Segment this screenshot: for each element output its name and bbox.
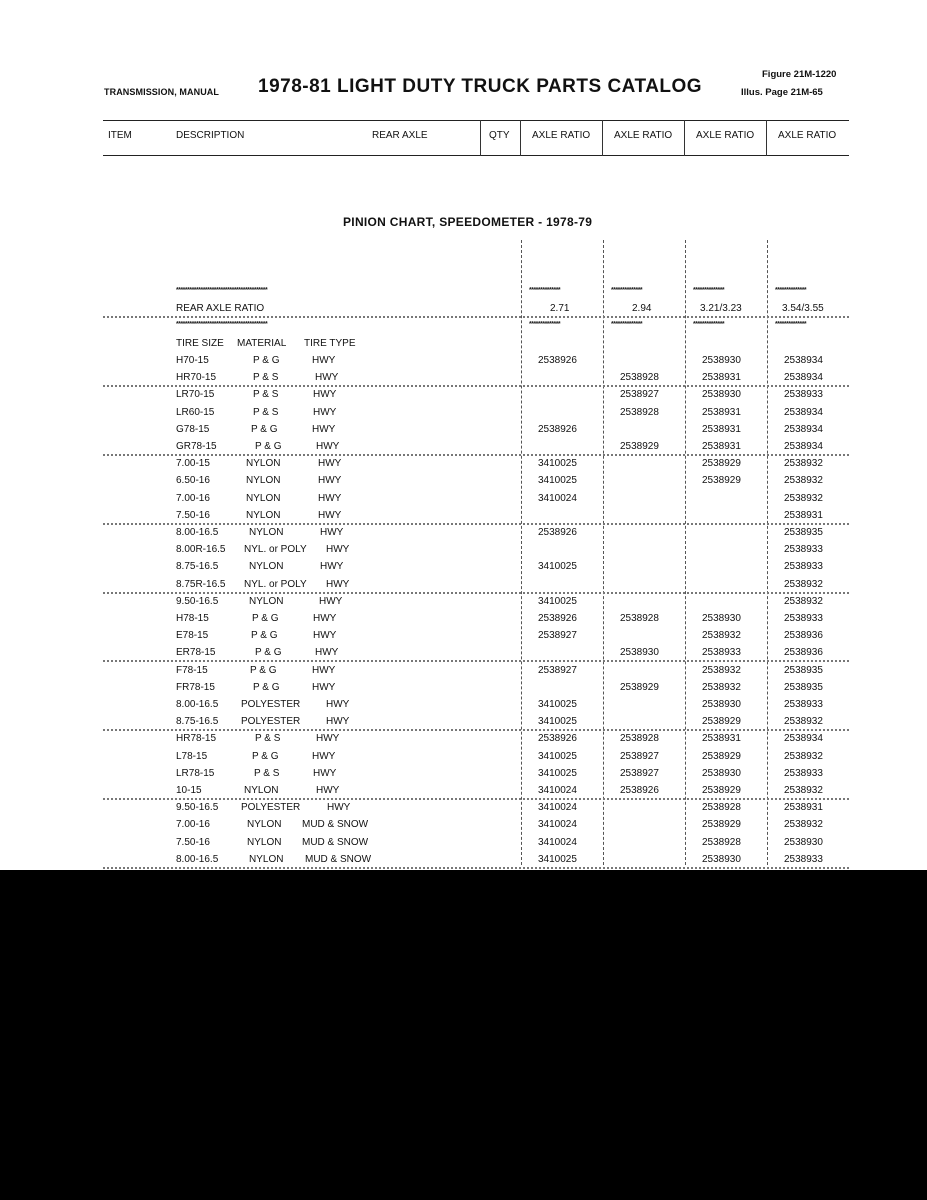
tire-size-cell: LR78-15	[176, 768, 215, 779]
material-cell: NYL. or POLY	[244, 579, 307, 590]
part-number-cell: 2538927	[620, 389, 659, 400]
col-item: ITEM	[108, 130, 132, 141]
tire-size-cell: 8.75-16.5	[176, 561, 219, 572]
material-cell: NYLON	[247, 819, 282, 830]
tire-type-cell: HWY	[313, 389, 337, 400]
part-number-cell: 2538928	[620, 613, 659, 624]
part-number-cell: 2538936	[784, 630, 823, 641]
part-number-cell: 2538931	[702, 441, 741, 452]
star-rule: **************	[775, 287, 807, 294]
dotted-rule	[103, 454, 849, 456]
col-axle-ratio-3: AXLE RATIO	[696, 130, 755, 141]
header-divider	[766, 120, 767, 156]
part-number-cell: 2538936	[784, 647, 823, 658]
ratio-value: 3.21/3.23	[700, 303, 742, 314]
tire-size-cell: 10-15	[176, 785, 202, 796]
tire-type-cell: HWY	[320, 527, 344, 538]
part-number-cell: 2538926	[538, 613, 577, 624]
tire-type-cell: HWY	[315, 647, 339, 658]
dotted-rule	[103, 660, 849, 662]
part-number-cell: 3410025	[538, 716, 577, 727]
material-cell: P & G	[251, 630, 278, 641]
dotted-rule	[103, 729, 849, 731]
part-number-cell: 2538933	[784, 768, 823, 779]
column-separator	[685, 240, 686, 865]
part-number-cell: 2538928	[702, 837, 741, 848]
star-rule: **************	[529, 287, 561, 294]
material-cell: P & S	[254, 768, 280, 779]
part-number-cell: 2538932	[702, 630, 741, 641]
part-number-cell: 3410025	[538, 699, 577, 710]
tire-size-cell: F78-15	[176, 665, 208, 676]
header-bottom-rule	[103, 155, 849, 156]
tire-type-cell: MUD & SNOW	[305, 854, 372, 865]
material-cell: NYLON	[249, 596, 284, 607]
part-number-cell: 2538933	[784, 544, 823, 555]
part-number-cell: 3410024	[538, 837, 577, 848]
rear-axle-ratio-label: REAR AXLE RATIO	[176, 303, 265, 314]
star-rule: *****************************************	[176, 287, 268, 294]
part-number-cell: 2538927	[620, 751, 659, 762]
tire-size-cell: GR78-15	[176, 441, 217, 452]
tire-size-cell: E78-15	[176, 630, 209, 641]
header-divider	[520, 120, 521, 156]
part-number-cell: 3410025	[538, 854, 577, 865]
material-cell: P & G	[251, 424, 278, 435]
part-number-cell: 2538931	[702, 372, 741, 383]
dotted-rule	[103, 867, 849, 869]
part-number-cell: 3410025	[538, 561, 577, 572]
part-number-cell: 2538932	[784, 785, 823, 796]
subheader-tire-size: TIRE SIZE	[176, 338, 224, 349]
dotted-rule	[103, 592, 849, 594]
tire-type-cell: HWY	[313, 407, 337, 418]
tire-size-cell: H70-15	[176, 355, 209, 366]
subheader-tire-type: TIRE TYPE	[304, 338, 356, 349]
material-cell: P & G	[252, 751, 279, 762]
illustration-page: Illus. Page 21M-65	[741, 87, 823, 98]
part-number-cell: 3410025	[538, 768, 577, 779]
material-cell: NYLON	[244, 785, 279, 796]
tire-size-cell: LR60-15	[176, 407, 215, 418]
part-number-cell: 2538933	[784, 854, 823, 865]
part-number-cell: 2538927	[538, 630, 577, 641]
tire-size-cell: HR70-15	[176, 372, 217, 383]
part-number-cell: 3410024	[538, 493, 577, 504]
material-cell: P & G	[255, 647, 282, 658]
material-cell: P & G	[255, 441, 282, 452]
part-number-cell: 3410025	[538, 751, 577, 762]
tire-type-cell: HWY	[318, 493, 342, 504]
material-cell: P & G	[253, 682, 280, 693]
tire-type-cell: HWY	[326, 699, 350, 710]
tire-size-cell: 9.50-16.5	[176, 802, 219, 813]
part-number-cell: 3410024	[538, 819, 577, 830]
tire-type-cell: HWY	[327, 802, 351, 813]
part-number-cell: 2538926	[620, 785, 659, 796]
part-number-cell: 2538934	[784, 407, 823, 418]
part-number-cell: 2538933	[784, 389, 823, 400]
tire-size-cell: G78-15	[176, 424, 210, 435]
figure-number: Figure 21M-1220	[762, 69, 837, 80]
part-number-cell: 2538933	[702, 647, 741, 658]
ratio-value: 3.54/3.55	[782, 303, 824, 314]
tire-size-cell: FR78-15	[176, 682, 215, 693]
part-number-cell: 3410025	[538, 458, 577, 469]
part-number-cell: 2538931	[784, 510, 823, 521]
part-number-cell: 2538934	[784, 441, 823, 452]
material-cell: P & S	[255, 733, 281, 744]
part-number-cell: 2538933	[784, 699, 823, 710]
material-cell: POLYESTER	[241, 699, 301, 710]
tire-size-cell: 7.00-16	[176, 493, 210, 504]
material-cell: NYLON	[249, 561, 284, 572]
part-number-cell: 2538930	[702, 699, 741, 710]
material-cell: NYLON	[246, 510, 281, 521]
part-number-cell: 2538929	[702, 475, 741, 486]
part-number-cell: 2538929	[702, 458, 741, 469]
part-number-cell: 2538935	[784, 527, 823, 538]
material-cell: NYL. or POLY	[244, 544, 307, 555]
part-number-cell: 2538930	[620, 647, 659, 658]
material-cell: P & S	[253, 372, 279, 383]
part-number-cell: 2538930	[702, 768, 741, 779]
part-number-cell: 2538929	[620, 441, 659, 452]
header-divider	[602, 120, 603, 156]
part-number-cell: 2538932	[784, 716, 823, 727]
material-cell: NYLON	[249, 854, 284, 865]
tire-type-cell: HWY	[312, 424, 336, 435]
part-number-cell: 2538929	[702, 716, 741, 727]
header-divider	[684, 120, 685, 156]
part-number-cell: 2538931	[702, 424, 741, 435]
part-number-cell: 2538927	[538, 665, 577, 676]
tire-type-cell: HWY	[326, 579, 350, 590]
tire-type-cell: HWY	[316, 441, 340, 452]
tire-type-cell: HWY	[313, 768, 337, 779]
part-number-cell: 2538934	[784, 424, 823, 435]
tire-size-cell: ER78-15	[176, 647, 216, 658]
tire-type-cell: HWY	[326, 716, 350, 727]
tire-size-cell: H78-15	[176, 613, 209, 624]
part-number-cell: 3410024	[538, 802, 577, 813]
tire-size-cell: 7.50-16	[176, 510, 210, 521]
part-number-cell: 2538934	[784, 372, 823, 383]
part-number-cell: 2538935	[784, 682, 823, 693]
tire-type-cell: HWY	[312, 682, 336, 693]
part-number-cell: 2538928	[620, 733, 659, 744]
part-number-cell: 2538929	[702, 751, 741, 762]
part-number-cell: 2538929	[702, 819, 741, 830]
part-number-cell: 2538931	[784, 802, 823, 813]
col-description: DESCRIPTION	[176, 130, 245, 141]
ratio-value: 2.71	[550, 303, 570, 314]
star-rule: **************	[611, 321, 643, 328]
dotted-rule	[103, 523, 849, 525]
part-number-cell: 2538926	[538, 527, 577, 538]
tire-size-cell: 8.00-16.5	[176, 699, 219, 710]
page-title: 1978-81 LIGHT DUTY TRUCK PARTS CATALOG	[258, 76, 703, 97]
part-number-cell: 2538935	[784, 665, 823, 676]
part-number-cell: 2538928	[620, 372, 659, 383]
tire-type-cell: HWY	[312, 355, 336, 366]
col-rear-axle: REAR AXLE	[372, 130, 428, 141]
chart-title: PINION CHART, SPEEDOMETER - 1978-79	[343, 215, 593, 229]
header-top-rule	[103, 120, 849, 121]
tire-size-cell: 7.50-16	[176, 837, 210, 848]
dotted-rule	[103, 798, 849, 800]
part-number-cell: 2538932	[784, 493, 823, 504]
part-number-cell: 2538930	[702, 355, 741, 366]
col-axle-ratio-2: AXLE RATIO	[614, 130, 673, 141]
col-axle-ratio-4: AXLE RATIO	[778, 130, 837, 141]
tire-size-cell: 8.00R-16.5	[176, 544, 226, 555]
star-rule: **************	[693, 321, 725, 328]
material-cell: P & S	[253, 407, 279, 418]
tire-size-cell: 7.00-16	[176, 819, 210, 830]
tire-type-cell: HWY	[313, 613, 337, 624]
col-axle-ratio-1: AXLE RATIO	[532, 130, 591, 141]
part-number-cell: 2538926	[538, 355, 577, 366]
part-number-cell: 2538932	[784, 458, 823, 469]
column-separator	[603, 240, 604, 865]
star-rule: *****************************************	[176, 321, 268, 328]
star-rule: **************	[611, 287, 643, 294]
tire-type-cell: HWY	[318, 475, 342, 486]
tire-type-cell: HWY	[316, 733, 340, 744]
tire-size-cell: 9.50-16.5	[176, 596, 219, 607]
part-number-cell: 2538934	[784, 733, 823, 744]
tire-size-cell: HR78-15	[176, 733, 217, 744]
part-number-cell: 2538930	[702, 613, 741, 624]
tire-type-cell: HWY	[312, 751, 336, 762]
tire-type-cell: HWY	[318, 458, 342, 469]
part-number-cell: 2538926	[538, 733, 577, 744]
star-rule: **************	[775, 321, 807, 328]
tire-type-cell: HWY	[319, 596, 343, 607]
part-number-cell: 2538932	[784, 596, 823, 607]
scan-black-area	[0, 870, 927, 1200]
tire-type-cell: MUD & SNOW	[302, 837, 369, 848]
tire-type-cell: HWY	[313, 630, 337, 641]
part-number-cell: 2538932	[784, 579, 823, 590]
part-number-cell: 3410025	[538, 596, 577, 607]
part-number-cell: 2538932	[702, 682, 741, 693]
material-cell: NYLON	[246, 493, 281, 504]
star-rule: **************	[693, 287, 725, 294]
material-cell: P & G	[252, 613, 279, 624]
part-number-cell: 2538928	[702, 802, 741, 813]
part-number-cell: 2538932	[702, 665, 741, 676]
star-rule: **************	[529, 321, 561, 328]
column-separator	[767, 240, 768, 865]
part-number-cell: 2538933	[784, 561, 823, 572]
tire-size-cell: 8.00-16.5	[176, 854, 219, 865]
section-label: TRANSMISSION, MANUAL	[104, 87, 219, 97]
material-cell: NYLON	[246, 458, 281, 469]
part-number-cell: 2538927	[620, 768, 659, 779]
dotted-rule	[103, 385, 849, 387]
tire-type-cell: HWY	[315, 372, 339, 383]
tire-size-cell: 6.50-16	[176, 475, 210, 486]
part-number-cell: 2538932	[784, 819, 823, 830]
material-cell: POLYESTER	[241, 802, 301, 813]
tire-size-cell: 8.75R-16.5	[176, 579, 226, 590]
tire-size-cell: 8.00-16.5	[176, 527, 219, 538]
part-number-cell: 2538929	[702, 785, 741, 796]
part-number-cell: 2538930	[784, 837, 823, 848]
part-number-cell: 2538931	[702, 407, 741, 418]
tire-type-cell: HWY	[318, 510, 342, 521]
part-number-cell: 2538926	[538, 424, 577, 435]
tire-size-cell: LR70-15	[176, 389, 215, 400]
material-cell: POLYESTER	[241, 716, 301, 727]
tire-type-cell: HWY	[312, 665, 336, 676]
tire-type-cell: MUD & SNOW	[302, 819, 369, 830]
material-cell: P & G	[253, 355, 280, 366]
part-number-cell: 2538932	[784, 475, 823, 486]
dotted-rule	[103, 316, 849, 318]
tire-type-cell: HWY	[320, 561, 344, 572]
part-number-cell: 3410025	[538, 475, 577, 486]
column-separator	[521, 240, 522, 865]
part-number-cell: 2538932	[784, 751, 823, 762]
ratio-value: 2.94	[632, 303, 652, 314]
part-number-cell: 2538929	[620, 682, 659, 693]
material-cell: NYLON	[247, 837, 282, 848]
part-number-cell: 2538930	[702, 389, 741, 400]
part-number-cell: 2538931	[702, 733, 741, 744]
tire-size-cell: 8.75-16.5	[176, 716, 219, 727]
subheader-material: MATERIAL	[237, 338, 287, 349]
part-number-cell: 2538930	[702, 854, 741, 865]
tire-size-cell: L78-15	[176, 751, 208, 762]
material-cell: NYLON	[249, 527, 284, 538]
part-number-cell: 3410024	[538, 785, 577, 796]
tire-type-cell: HWY	[316, 785, 340, 796]
tire-size-cell: 7.00-15	[176, 458, 210, 469]
col-qty: QTY	[489, 130, 510, 141]
material-cell: P & S	[253, 389, 279, 400]
material-cell: NYLON	[246, 475, 281, 486]
header-divider	[480, 120, 481, 156]
part-number-cell: 2538933	[784, 613, 823, 624]
part-number-cell: 2538928	[620, 407, 659, 418]
material-cell: P & G	[250, 665, 277, 676]
part-number-cell: 2538934	[784, 355, 823, 366]
tire-type-cell: HWY	[326, 544, 350, 555]
